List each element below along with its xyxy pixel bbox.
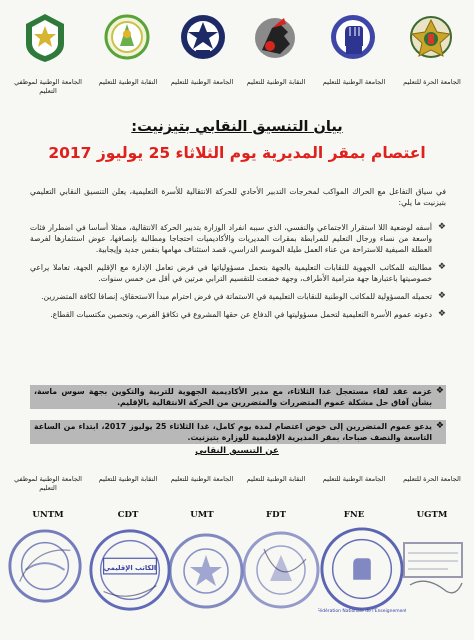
signature-code: UGTM	[416, 510, 448, 520]
fdt-hand-logo-icon	[248, 8, 302, 66]
union-logos-row	[8, 8, 466, 68]
signature-name: الجامعة الوطنية لموظفي التعليم	[14, 475, 82, 492]
fne-fist-logo-icon	[326, 8, 380, 66]
untm-logo-icon	[18, 8, 72, 66]
bullet-icon: ❖	[437, 309, 446, 319]
statement-points-list	[30, 222, 446, 327]
untm-stamp-icon	[6, 527, 84, 605]
union-name-ugtm: الجامعة الحرة للتعليم	[403, 78, 461, 86]
signature-name: النقابة الوطنية للتعليم	[246, 475, 306, 483]
list-item: ❖ أسفه لوضعية اللا استقرار الاجتماعي والنفسي، الذي سببه انفراد الوزارة بتدبير الحركة الانتقالية، ممثلا أساسا في اضطرار فئات واسعة من نساء ورجال التعليم للمرابطة بمقرات المديريات والأكاديميات احتجاجا ومطالبة بإنصافها، عوض استثمارها لفرصة العطلة الصيفية للاستراحة من عناء العمل طيلة الموسم الدراسي، قصد استئناف مهامها بنفس جديد وإيجابية.	[30, 222, 446, 254]
list-item: ❖ مطالبته للمكاتب الجهوية للنقابات التعليمية بالجهة بتحمل مسؤولياتها في فرض تعامل الإدارة مع الإقليم الجهة، تعاملا يراعي خصوصيتها باعتبارها جهة مترامية الأطراف، وجهة خضعت للتقسيم الترابي مرتين في أقل من خمس سنوات.	[30, 262, 446, 283]
union-name-fdt: النقابة الوطنية للتعليم	[246, 78, 306, 86]
signature-name: الجامعة الحرة للتعليم	[403, 475, 461, 483]
list-item: ❖ دعوته عموم الأسرة التعليمية لتحمل مسؤوليتها في الدفاع عن حقها المشروع في تكافؤ الفرص، وتحصين مكتسبات القطاع.	[50, 309, 446, 319]
ugtm-stamp-icon	[396, 531, 470, 605]
svg-text:Fédération Nationale de l'Ense: Fédération Nationale de l'Enseignement	[318, 609, 406, 615]
statement-title: بيان التنسيق النقابي بتيزنيت:	[131, 119, 343, 135]
intro-paragraph: في سياق التفاعل مع الحراك المواكب لمخرجات التدبير الأحادي للحركة الانتقالية للأسرة التعليمية، يعلن التنسيق النقابي التعليمي بتيزنيت ما يلي:	[30, 187, 446, 207]
stamps-row	[0, 523, 474, 640]
signature-code: CDT	[117, 510, 139, 520]
umt-stamp-icon	[166, 531, 246, 611]
bullet-icon: ❖	[437, 262, 446, 272]
signoff-label: عن التنسيق النقابي	[195, 446, 279, 456]
fdt-stamp-icon	[240, 529, 322, 611]
bullet-icon: ❖	[435, 386, 444, 396]
fne-stamp-icon	[318, 521, 406, 617]
union-names-row	[8, 78, 466, 108]
signature-name: النقابة الوطنية للتعليم	[98, 475, 158, 483]
signature-names-row	[8, 475, 466, 505]
union-name-cdt: النقابة الوطنية للتعليم	[98, 78, 158, 86]
umt-logo-icon	[176, 8, 230, 66]
signature-code: FNE	[343, 510, 365, 520]
bullet-icon: ❖	[437, 222, 446, 232]
bullet-icon: ❖	[437, 291, 446, 301]
cdt-logo-icon	[100, 8, 154, 66]
signature-code: UNTM	[32, 510, 64, 520]
highlighted-point: ❖ عزمه عقد لقاء مستعجل غدا الثلاثاء، مع مدير الأكاديمية الجهوية للتربية والتكوين بجهة سوس ماسة، بشأن آفاق حل مشكلة عموم المتضررات والمتضررين من الحركة الانتقالية بالإقليم.	[30, 385, 446, 409]
ugtm-logo-icon	[404, 8, 458, 66]
union-name-fne: الجامعة الوطنية للتعليم	[322, 78, 386, 86]
signature-code: FDT	[266, 510, 286, 520]
signature-code: UMT	[190, 510, 214, 520]
svg-text:الكاتب الإقليمي: الكاتب الإقليمي	[103, 564, 157, 572]
statement-headline: اعتصام بمقر المديرية يوم الثلاثاء 25 يوليوز 2017	[48, 144, 426, 162]
union-name-umt: الجامعة الوطنية للتعليم	[170, 78, 234, 86]
highlighted-point: ❖ يدعو عموم المتضررين إلى خوض اعتصام لمدة يوم كامل، غدا الثلاثاء 25 يوليوز 2017، ابتداء من الساعة التاسعة والنصف صباحا، بمقر المديرية الإقليمية للوزارة بتيزنيت.	[30, 420, 446, 444]
union-name-untm: الجامعة الوطنية لموظفي التعليم	[14, 78, 82, 95]
list-item: ❖ تحميله المسؤولية للمكاتب الوطنية للنقابات التعليمية في الاستماتة في فرض احترام مبدأ الاستحقاق، إنصافا لكافة المتضررين.	[41, 291, 446, 301]
bullet-icon: ❖	[435, 421, 444, 431]
cdt-stamp-icon	[86, 523, 174, 617]
signature-name: الجامعة الوطنية للتعليم	[322, 475, 386, 483]
signature-name: الجامعة الوطنية للتعليم	[170, 475, 234, 483]
